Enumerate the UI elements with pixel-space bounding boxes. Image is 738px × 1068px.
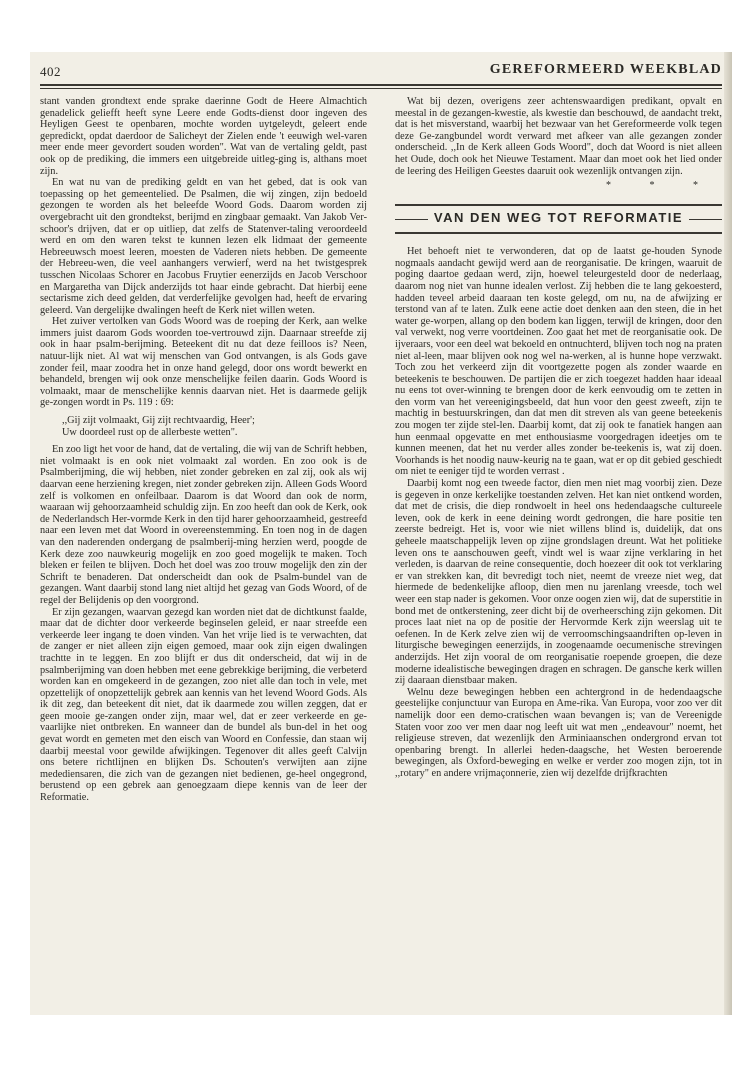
paragraph: stant vanden grondtext ende sprake daerinne Godt de Heere Almachtich genadelick geliefft heeft syne Leere ende Godts-dienst door ingeven des Heyligen Geest te openbaren, mochte worden uytgeleydt, geleert ende gepredickt, opdat daerdoor de Salicheyt der Zielen ende 't eeuwigh wel-varen meer ende meer gevordert souden worden". Wat van de vertaling geldt, past ook op de prediking, die immers een uitgebreide uitleg-ging is, althans moet zijn. [40, 96, 367, 177]
page-header [40, 62, 722, 84]
section-heading [395, 212, 722, 224]
journal-title: GEREFORMEERD WEEKBLAD [489, 62, 722, 77]
paragraph: En wat nu van de prediking geldt en van het gebed, dat is ook van toepassing op het gemeentelied. De Psalmen, die wij zingen, zijn bedoeld gezongen te worden als het beleefde Woord Gods. Daarom worden zij overgebracht uit den grondtekst, berijmd en zingbaar gemaakt. Van Jakob Ver-schoor's drijven, dat er op uitliep, dat zelfs de Statenver-taling veroordeeld werd en om den waren tekst te kunnen lezen elk lidmaat der gemeente Hebreeuwsch moest leeren, moesten de Vaderen niets hebben. De gemeente der Hebreeu-wen, die veel aanhangers verwierf, werd na het twistgesprek tusschen Nicolaas Schorer en Jacobus Fruytier eenerzijds en Jacob Verschoor en Margaretha van Dijck anderzijds tot haar einde gebracht. Dat hierbij eene sectarisme zich deed gelden, dat verderfelijke gevolgen had, heeft de ervaring geleerd. Van dergelijke dwalingen heeft de Kerk niet willen weten. [40, 177, 367, 316]
paragraph: Het zuiver vertolken van Gods Woord was de roeping der Kerk, aan welke immers juist daarom Gods woorden toe-vertrouwd zijn. Daarnaar streefde zij ook in haar psalm-berijming. Beteekent dit nu dat deze feilloos is? Neen, natuur-lijk niet. Al wat wij menschen van God ontvangen, is als Gods gave zonder feil, maar zoodra het in onze hand gelegd, door ons wordt bewerkt en behandeld, brengen wij ook onze menschelijke feilen daarin. Gods Woord is volmaakt, maar de menschelijke kennis daarvan niet. Het is daarmede gelijk ge-zongen wordt in Ps. 119 : 69: [40, 316, 367, 409]
page-edge [724, 52, 732, 1015]
left-column [40, 96, 367, 804]
paragraph: Wat bij dezen, overigens zeer achtenswaardigen predikant, opvalt en meestal in de gezangen-kwestie, als kwestie dan beschouwd, de aandacht trekt, dat is het misverstand, waarbij het bezwaar van het Gereformeerde volk tegen deze Ge-zangbundel wordt verward met afkeer van alle gezangen zonder onderscheid. ,,In de Kerk alleen Gods Woord", doch dat Woord is niet alleen het Oude, doch ook het Nieuwe Testament. Maar dan moet ook het lied onder de leering des Heiligen Geestes daaruit ook wezenlijk ontvangen zijn. [395, 96, 722, 177]
newspaper-page [30, 52, 732, 1015]
section-heading-box [395, 204, 722, 234]
page-number: 402 [40, 64, 61, 79]
paragraph: Daarbij komt nog een tweede factor, dien men niet mag voorbij zien. Deze is gegeven in onze kerkelijke toestanden zelven. Het kan niet ontkend worden, dat met de crisis, die diep rondwoelt in heel ons hedendaagsche cultureele leven, ook de kerk in eene deining wordt gedrongen, die hare positie ten zeerste bedreigt. Het is, voor wie niet willens blind is, duidelijk, dat ons geheele maatschappelijk leven op zijne grondslagen dreunt. Wat het politieke leven ons te aanschouwen geeft, vindt wel is waar zijne verklaring in het verleden, is daarvan de reine consequentie, doch hoezeer dit ook tot verklaring er van strekken kan, dit bevredigt toch niet, neemt de vreeze niet weg, dat hiermede de bedenkelijke afloop, dien men nu jarenlang vreesde, toch wel weer een stap nader is gekomen. Voor onze oogen zien wij, dat de superstitie in bond met de ontkerstening, zeer dicht bij de overheersching zijn gekomen. Dit proces laat niet na op de positie der Hervormde Kerk zijn weerslag uit te oefenen. In de Kerk zelve zien wij de verroomschingsaandriften op-leven in liturgische bewegingen eenerzijds, in zoogenaamde oecumenische strevingen anderzijds. Het zijn vooral de om reorganisatie roepende groepen, die deze moderne idealistische bewegingen dragen en schragen. De gansche kerk willen zij daaraan dienstbaar maken. [395, 478, 722, 687]
header-rule [40, 84, 722, 86]
header-rule-thin [40, 88, 722, 89]
right-column [395, 96, 722, 779]
paragraph: Er zijn gezangen, waarvan gezegd kan worden niet dat de dichtkunst faalde, maar dat de dichter door verkeerde beginselen geleid, er naar streefde een verkeerde leer ingang te doen vinden. Van het vrije lied is te verwachten, dat de zanger er niet alleen zijn eigen gemoed, maar ook zijn eigen dwalingen trachtte in te leggen. En zoo blijft er dus dit onderscheid, dat wij in de psalmberijming van doen hebben met eene gebrekkige berijming, die verbeterd worden kan en omgekeerd in de gezangen, zoo niet alle dan toch in vele, met opzettelijk of onopzettelijk gebrek aan kennis van het levend Woord Gods. Als ik dit zeg, dan beteekent dit niet, dat ik daarmede zou willen zeggen, dat er geen mooie ge-zangen onder zijn, maar wel, dat er zeer verkeerde en ge-vaarlijke niet ontbreken. En wanneer dan de bundel als bun-del in het oog gevat wordt en gemeten met den eisch van Woord en Confessie, dan staan wij daarbij meestal voor gewilde afwijkingen. Tegenover dit alles geeft Calvijn ons betere richtlijnen en blijken Ds. Schouten's verwijten aan zijne medediensaren, die zich van de gezangen niet bedienen, ge-heel ongegrond, berustend op een gebrek aan genoegzaam diepe kennis van de leer der Reformatie. [40, 606, 367, 804]
section-heading-text: VAN DEN WEG TOT REFORMATIE [428, 210, 689, 225]
quote-line: ,,Gij zijt volmaakt, Gij zijt rechtvaardig, Heer'; [62, 415, 255, 427]
heading-rule-bottom [395, 232, 722, 234]
paragraph: Welnu deze bewegingen hebben een achtergrond in de hedendaagsche geestelijke conjunctuur van Europa en Ame-rika. Van Europa, voor zoo ver dit namelijk door een demo-cratischen waan bevangen is; van de Vereenigde Staten voor zoo ver men daar nog leeft uit wat men ,,endeavour" noemt, het religieuse streven, dat wezenlijk den Arminiaanschen ondergrond ervan tot openbaring brengt. In allerlei heden-daagsche, het Westen beroerende bewegingen, als Oxford-beweging en welke er verder zoo mogen zijn, tot in ,,rotary" en andere vrijmaçonnerie, zien wij dezelfde drijfkrachten [395, 686, 722, 779]
heading-rule-top [395, 204, 722, 206]
paragraph: En zoo ligt het voor de hand, dat de vertaling, die wij van de Schrift hebben, niet volmaakt is en ook niet volmaakt zal worden. En zoo ook is de Psalmberijming, die wij hebben, niet zonder gebreken en zal zij, ook als wij daarvan eene herziening kregen, niet zonder gebreken zijn. Alleen Gods Woord zelf is volkomen en onfeilbaar. Daarom is dat Woord dan ook de norm, waaraan wij gehoorzaamheid schuldig zijn. En zoo heeft dan ook de Kerk, ook de Nederlandsch Her-vormde Kerk in den tijd harer gehoorzaamheid, gestreefd naar een leven met dat Woord in overeenstemming. En toen nog in de dagen van den naderenden ondergang de psalmberij-ming herzien werd, poogde de Kerk deze zoo nauwkeurig mogelijk en zoo goed mogelijk te maken. Toch bleken er feilen te blijven. Doch het doel was zoo trouw mogelijk den zin der Schrift te benaderen. Dat onderscheidt dan ook de Psalm-bundel van de gezangen. Want daarbij stond lang niet altijd het gezag van Gods Woord, of de regel der Belijdenis op den voorgrond. [40, 444, 367, 606]
quote-line: Uw doordeel rust op de allerbeste wetten". [62, 426, 238, 438]
psalm-quote [62, 415, 367, 438]
paragraph: Het behoeft niet te verwonderen, dat op de laatst ge-houden Synode nogmaals aandacht gewijd werd aan de reorganisatie. De kringen, waaruit de poging daartoe gedaan werd, zijn, hoewel teleurgesteld door de nederlaag, daarom nog niet van hunne idealen verlost. Zij hebben die te lang gekoesterd, hadden teveel arbeid daaraan ten koste gelegd, om nu, na de afwijzing er terstond van af te laten. Zulk eene actie doet denken aan den steen, die in het water ge-worpen, allang op den bodem kan liggen, terwijl de kringen, door den val verwekt, nog verre voortdeinen. Zoo gaat het met de reorganisatie ook. De ijveraars, voor een deel wat bekoeld en ontnuchterd, blijven toch nog na praten niet al-leen, maar blijven ook nog wel na-werken, al is hunne hope verzwakt. Toch zou het verkeerd zijn dit voortgezette pogen als zonder waarde en beteekenis te beschouwen. De partijen die er zich toegezet hadden haar ideaal nu eens tot over-winning te brengen door de kerk eenvoudig om te zetten in den vorm van het vereenigingsbeeld, dat hun voor den geest zweeft, zijn te machtig in bestuurskringen, dan dat men dit streven als van geene beteekenis zou mogen ter zijde stel-len. Daarbij komt, dat zij ook te fanatiek hangen aan hun eenmaal opgevatte en met enthousiasme voorgedragen ideetjes om te kunnen meenen, dat het nu verder alles zonder be-teekenis is, wat zij doen. Voorhands is het noodig nauw-keurig na te gaan, wat er op dit gebied geschiedt om niet te eeniger tijd te worden verrast . [395, 246, 722, 478]
section-separator-stars: * * * [606, 180, 716, 192]
